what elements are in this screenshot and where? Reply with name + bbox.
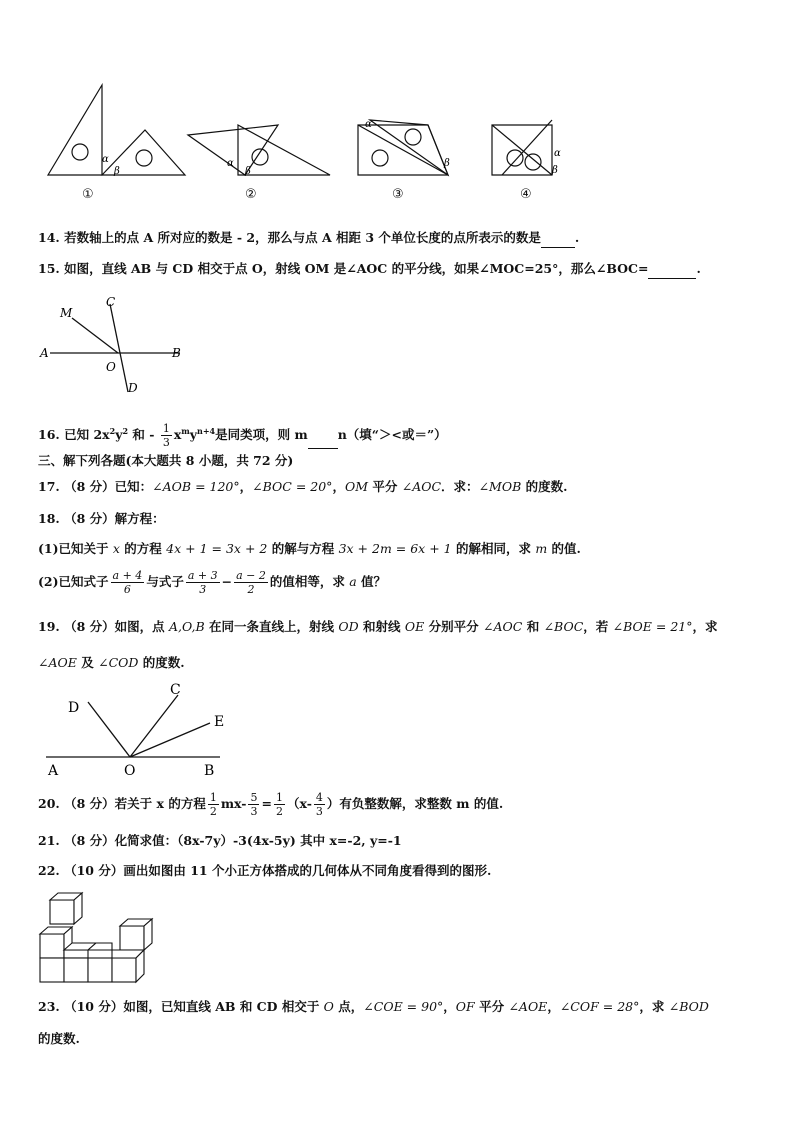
text: 和射线 [358,619,405,634]
text: (2)已知式子 [38,574,109,589]
math: ∠AOE [38,655,77,670]
frac-den: 2 [247,583,255,596]
q18-lead: （8 分）解方程： [64,511,165,526]
math: ∠BOE = 21° [612,619,693,634]
frac-den: 3 [162,436,170,450]
text: 分别平分 [424,619,484,634]
question-18-part-1 [38,540,581,558]
math: ∠AOB = 120° [152,479,240,494]
ruler-fig-1 [48,85,185,175]
question-19-line-2 [38,654,185,672]
text: 及 [76,655,99,670]
fraction [314,791,325,818]
fig-label-3: ③ [392,187,404,202]
point-c: C [170,682,181,698]
fig-label-4: ④ [520,187,532,202]
frac-den: 3 [315,805,323,818]
text: ， [443,999,456,1014]
math: ∠COE = 90° [363,999,444,1014]
question-21 [38,832,402,850]
text: 值？ [356,574,387,589]
answer-blank[interactable] [308,422,338,449]
question-23 [38,998,709,1016]
text: （8 分）如图，点 [64,619,170,634]
ray-oc [130,695,178,757]
frac-den: 2 [209,805,217,818]
math: OE [404,619,425,634]
frac-den: 3 [199,583,207,596]
text: 点， [333,999,364,1014]
math: OF [455,999,475,1014]
q16-text-e: y [189,427,197,443]
fraction [161,422,172,449]
q19-figure [38,680,228,780]
q17-lead: （8 分）已知： [64,479,153,494]
text: 与式子 [146,574,184,589]
question-text: （10 分）画出如图由 11 个小正方体搭成的几何体从不同角度看得到的图形. [64,863,492,878]
alpha-label-4: α [554,148,561,159]
text: ， [547,999,560,1014]
fraction [234,569,268,596]
answer-blank[interactable] [648,260,696,279]
answer-blank[interactable] [541,229,575,248]
text: 的解与方程 [267,541,339,556]
question-text: 如图，直线 AB 与 CD 相交于点 O，射线 OM 是∠AOC 的平分线，如果∠MOC=25°，那么∠BOC= [64,261,649,276]
frac-num: a + 4 [112,569,143,582]
ray-od [88,702,130,757]
math: ∠MOB [478,479,522,494]
question-23-line-2 [38,1030,80,1048]
frac-num: 1 [209,791,217,804]
ruler-fig-2 [188,125,330,175]
fraction [248,791,259,818]
point-o: O [124,763,136,779]
frac-num: a − 2 [236,569,266,582]
q16-text-c: 和 - [132,427,155,443]
question-18-part-2 [38,568,386,596]
point-d: D [68,700,80,716]
text: 和 [522,619,544,634]
point-e: E [214,714,225,730]
text: 在同一条直线上，射线 [204,619,339,634]
question-text: （8 分）化简求值：（8x-7y）-3(4x-5y) 其中 x=-2, y=-1 [64,833,402,848]
q16-text-f: 是同类项，则 m [215,427,308,443]
beta-label-3: β [444,158,450,169]
question-17 [38,478,568,496]
question-text: 若数轴上的点 A 所对应的数是 - 2，那么与点 A 相距 3 个单位长度的点所表示的数是 [64,230,541,245]
point-a: A [40,346,49,360]
question-number: 17. [38,479,60,494]
text: （x- [286,796,312,811]
q16-text-b: y [115,427,123,443]
exp: n+4 [197,426,216,436]
frac-num: 4 [315,791,323,804]
text: 的度数. [521,479,568,494]
frac-num: 5 [250,791,258,804]
ruler-fig-4 [492,120,552,175]
line-cd [110,304,128,392]
ray-om [72,318,118,353]
text: ）有负整数解，求整数 m 的值. [326,796,504,811]
section-3-heading [38,452,293,470]
alpha-label-2: α [227,158,234,169]
point-o: O [106,360,116,374]
point-a: A [48,763,59,779]
math: ∠AOE [508,999,548,1014]
point-d: D [128,381,138,395]
ray-oe [130,723,210,757]
question-number: 19. [38,619,60,634]
math: x [112,541,120,556]
math: ∠COF = 28° [559,999,640,1014]
math: A,O,B [169,619,205,634]
question-22 [38,862,491,880]
section-title: 三、解下列各题(本大题共 8 小题，共 72 分) [38,453,294,468]
punct: ， [239,479,253,494]
text: mx- [220,796,247,811]
minus: − [221,574,233,589]
question-19 [38,618,718,636]
math: ∠BOC [543,619,584,634]
text: ，求 [692,619,718,634]
text: 的度数. [38,1031,80,1046]
fraction [186,569,220,596]
q16-text-a: 已知 2x [64,427,110,443]
q16-text-g: n（填“＞<或＝”） [337,427,447,443]
point-b: B [172,346,181,360]
frac-num: 1 [275,791,283,804]
question-number: 22. [38,863,60,878]
text: 平分 [474,999,509,1014]
math: ∠BOC = 20° [252,479,333,494]
point-c: C [106,295,116,309]
math: ∠AOC [483,619,523,634]
math: OM [344,479,368,494]
text: （8 分）若关于 x 的方程 [64,796,206,811]
math: ∠COD [98,655,139,670]
text: ，若 [583,619,613,634]
exp: m [181,426,190,436]
question-number: 20. [38,796,60,811]
question-number: 15. [38,261,60,276]
fig-label-1: ① [82,187,94,202]
point-m: M [60,306,73,320]
text: 的解相同，求 [451,541,536,556]
math: ∠BOD [668,999,709,1014]
beta-label-1: β [114,166,120,177]
question-16 [38,418,447,449]
exp: 2 [109,426,116,436]
punct: . [696,261,701,276]
text: 的值相等，求 [269,574,350,589]
frac-den: 6 [123,583,131,596]
question-14 [38,229,579,248]
question-number: 16. [38,427,60,443]
math: a [349,574,357,589]
question-18 [38,510,165,528]
question-number: 23. [38,999,60,1014]
q15-figure [38,292,188,400]
frac-num: a + 3 [187,569,218,582]
math: ∠AOC [401,479,442,494]
beta-label-4: β [552,165,558,176]
fig-label-2: ② [245,187,257,202]
question-number: 21. [38,833,60,848]
question-number: 14. [38,230,60,245]
text: 的度数. [138,655,185,670]
triangle-rulers-figure [40,80,570,210]
math: O [323,999,334,1014]
equals: = [261,796,272,811]
text: 平分 [368,479,402,494]
frac-num: 1 [162,422,170,436]
q16-text-d: x [173,427,182,443]
frac-den: 3 [250,805,258,818]
fraction [111,569,145,596]
beta-label-2: β [245,166,251,177]
fraction [274,791,285,818]
text: 的值. [547,541,581,556]
punct: . [574,230,580,245]
question-number: 18. [38,511,60,526]
punct: ， [332,479,345,494]
alpha-label-3: α [365,119,372,130]
alpha-label-1: α [102,154,109,165]
question-20 [38,790,503,818]
fraction [208,791,219,818]
point-b: B [204,763,215,779]
equation-1: 4x + 1 = 3x + 2 [166,541,268,556]
math: m [535,541,548,556]
cubes-figure [36,890,161,990]
question-15 [38,260,701,279]
text: ，求 [639,999,669,1014]
text: （10 分）如图，已知直线 AB 和 CD 相交于 [64,999,324,1014]
math: OD [338,619,359,634]
text: 的方程 [119,541,167,556]
frac-den: 2 [275,805,283,818]
equation-2: 3x + 2m = 6x + 1 [338,541,452,556]
text: ．求： [441,479,479,494]
exp: 2 [122,426,129,436]
text: (1)已知关于 [38,541,113,556]
